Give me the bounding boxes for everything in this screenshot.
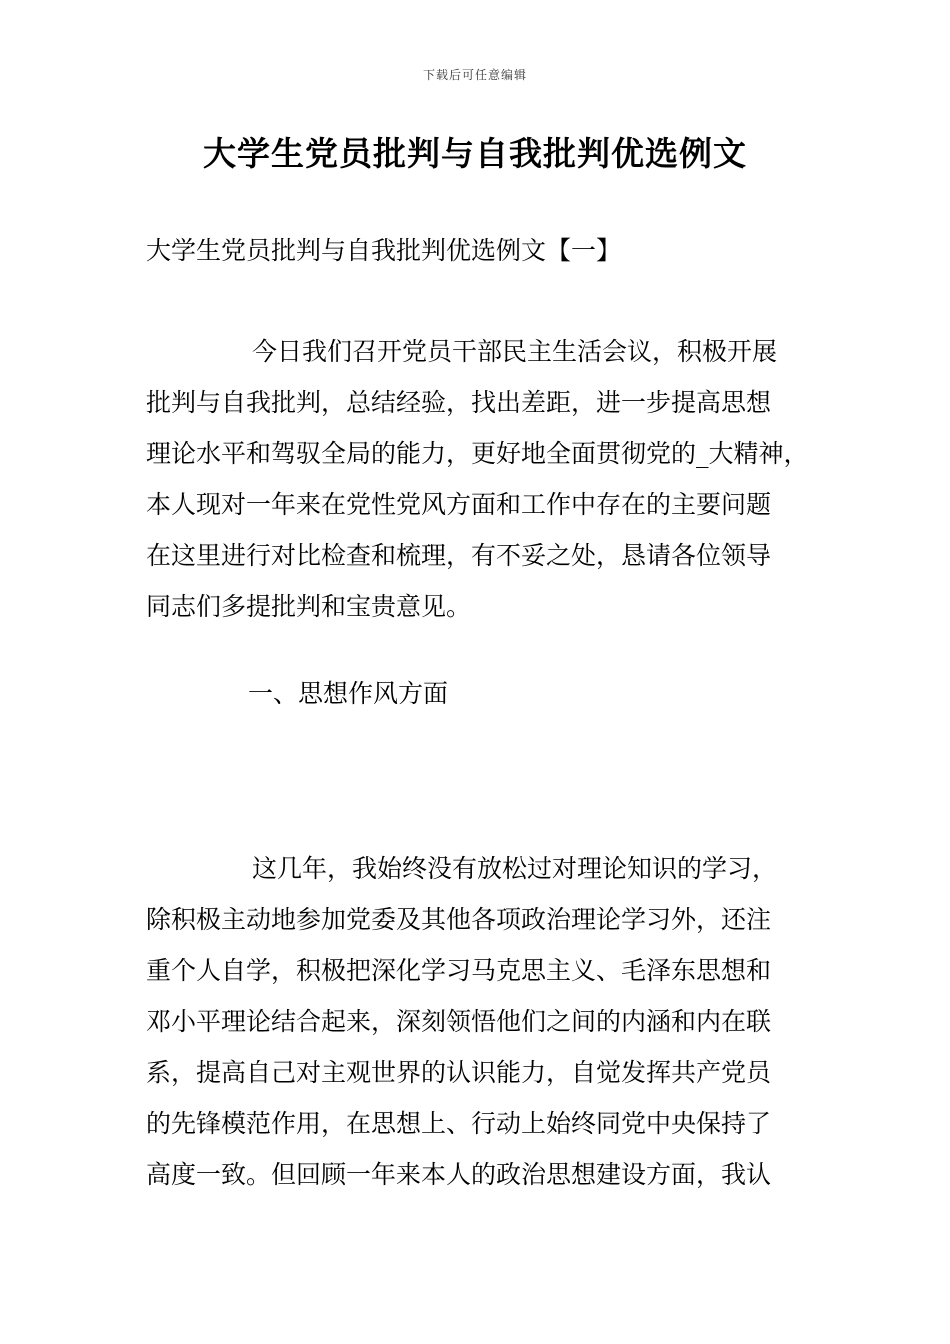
paragraph-line: 在这里进行对比检查和梳理，有不妥之处，恳请各位领导 [146,541,772,570]
section-subtitle: 大学生党员批判与自我批判优选例文【一】 [146,236,622,265]
paragraph-line: 本人现对一年来在党性党风方面和工作中存在的主要问题 [146,490,772,519]
paragraph-line: 高度一致。但回顾一年来本人的政治思想建设方面，我认 [146,1160,772,1189]
paragraph-line: 邓小平理论结合起来，深刻领悟他们之间的内涵和内在联 [146,1007,772,1036]
paragraph-line: 同志们多提批判和宝贵意见。 [146,592,472,621]
paragraph-line: 批判与自我批判，总结经验，找出差距，进一步提高思想 [146,388,772,417]
paragraph-line: 的先锋模范作用，在思想上、行动上始终同党中央保持了 [146,1109,772,1138]
paragraph-2 [146,843,836,1200]
paragraph-line: 这几年，我始终没有放松过对理论知识的学习， [252,854,778,883]
section-heading: 一、思想作风方面 [248,679,449,708]
paragraph-line: 除积极主动地参加党委及其他各项政治理论学习外，还注 [146,905,772,934]
paragraph-line: 重个人自学，积极把深化学习马克思主义、毛泽东思想和 [146,956,772,985]
paragraph-line: 系，提高自己对主观世界的认识能力，自觉发挥共产党员 [146,1058,772,1087]
paragraph-line: 理论水平和驾驭全局的能力，更好地全面贯彻党的_大精神， [146,439,809,468]
paragraph-line: 今日我们召开党员干部民主生活会议，积极开展 [252,337,778,366]
paragraph-1 [146,326,836,632]
header-note: 下载后可任意编辑 [422,68,527,82]
document-title: 大学生党员批判与自我批判优选例文 [203,134,747,173]
